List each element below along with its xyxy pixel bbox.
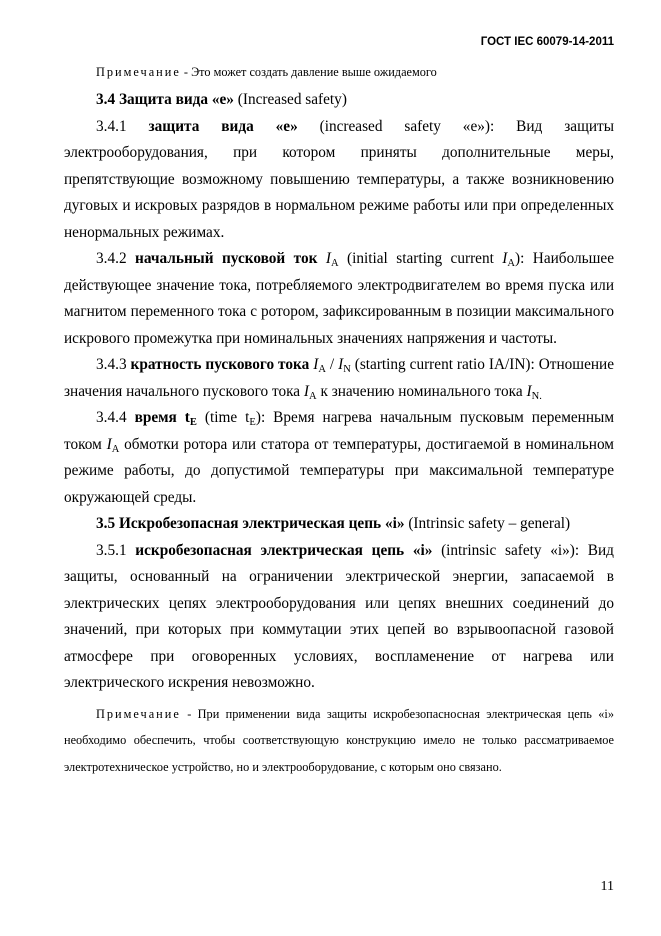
item-3-4-3-symbol-a: I xyxy=(313,356,319,373)
standard-code-header: ГОСТ IEC 60079-14-2011 xyxy=(480,36,614,48)
item-3-4-3-definition-mid: к значению номинального тока xyxy=(316,382,527,400)
note-1-text: Это может создать давление выше ожидаемого xyxy=(191,65,437,79)
section-3-5-title: 3.5 Искробезопасная электрическая цепь «i» xyxy=(96,515,405,532)
item-3-4-1-term-en: (increased safety «е»): xyxy=(297,117,517,135)
note-2 xyxy=(64,701,614,781)
item-3-4-3-definition-pre: Отношение значения начального пускового тока xyxy=(64,356,615,400)
note-2-label: Примечание xyxy=(96,706,181,721)
item-3-4-1-term: защита вида «е» xyxy=(148,117,298,135)
note-2-dash: - xyxy=(180,706,198,721)
item-3-5-1-term-en: (intrinsic safety «i»): xyxy=(432,541,588,559)
note-1-dash: - xyxy=(180,65,192,79)
item-3-5-1 xyxy=(64,538,614,697)
section-3-4-title-en: (Increased safety) xyxy=(233,91,347,108)
item-3-4-3-sub-a: A xyxy=(318,364,326,375)
item-3-4-4-term-sub: E xyxy=(189,417,197,428)
item-3-4-4-term-en-post: ): xyxy=(255,409,274,426)
item-3-4-3 xyxy=(64,352,614,405)
item-3-4-2 xyxy=(64,246,614,352)
item-3-4-3-def-sub-n: N xyxy=(531,390,540,402)
item-3-4-2-symbol: I xyxy=(325,250,331,267)
item-3-5-1-definition: Вид защиты, основанный на ограничении электрической энергии, запасаемой в электрических цепях электрооборудования или цепях внешних соединений до значений, при которых при коммутации этих цепей во взрывоопасной газовой атмосфере при оговоренных условиях, воспламенение от нагрева или электрического искрения невозможно. xyxy=(64,541,614,691)
item-3-4-2-symbol-en: I xyxy=(502,250,508,267)
note-2-text: При применении вида защиты искробезопасносная электрическая цепь «i» необходимо обеспечить, чтобы соответствующую конструкцию имело не только рассматриваемое электротехническое устройство, но и электрооборудование, с которым оно связано. xyxy=(64,706,614,774)
item-3-4-2-term-en-pre: (initial starting current xyxy=(338,250,503,267)
item-3-4-4-definition-pre: Время нагрева начальным пусковым переменным током xyxy=(64,409,614,453)
item-3-5-1-term: искробезопасная электрическая цепь «i» xyxy=(135,541,433,559)
note-1-label: Примечание xyxy=(96,65,181,79)
item-3-4-3-def-symbol-a: I xyxy=(303,382,310,400)
item-3-4-1 xyxy=(64,114,614,247)
section-3-5-heading xyxy=(64,511,614,538)
page-number: 11 xyxy=(600,879,614,894)
document-body xyxy=(64,59,614,780)
item-3-4-4-number: 3.4.4 xyxy=(96,409,135,426)
item-3-4-3-def-sub-a: A xyxy=(309,390,317,402)
item-3-4-2-number: 3.4.2 xyxy=(96,250,136,267)
item-3-4-4 xyxy=(64,405,614,511)
item-3-4-3-term-en: (starting current ratio IA/IN): xyxy=(350,356,539,373)
item-3-4-4-symbol: I xyxy=(106,435,112,453)
item-3-4-3-def-symbol-n: I xyxy=(526,382,532,400)
item-3-4-1-number: 3.4.1 xyxy=(96,117,149,135)
item-3-4-4-term-en-pre: (time t xyxy=(196,409,250,426)
item-3-4-1-definition: Вид защиты электрооборудования, при котором приняты дополнительные меры, препятствующие возможному повышению температуры, а также возникновению дуговых и искровых разрядов в нормальном режиме работы или при определенных ненормальных режимах. xyxy=(64,117,614,241)
item-3-4-3-definition-end: . xyxy=(539,390,542,402)
item-3-4-3-slash: / xyxy=(325,356,339,373)
item-3-4-4-term-en-sub: E xyxy=(249,417,256,428)
item-3-4-3-term: кратность пускового тока xyxy=(130,356,310,373)
item-3-4-2-term-en-post: ): xyxy=(515,250,533,267)
item-3-4-2-symbol-en-sub: A xyxy=(507,258,515,269)
item-3-4-2-symbol-sub: A xyxy=(331,258,339,269)
section-3-4-heading xyxy=(64,87,614,114)
item-3-4-4-definition-post: обмотки ротора или статора от температуры, достигаемой в номинальном режиме работы, до допустимой температуры при максимальной температуре окружающей среды. xyxy=(64,435,614,506)
item-3-5-1-number: 3.5.1 xyxy=(96,541,136,559)
item-3-4-3-number: 3.4.3 xyxy=(96,356,131,373)
section-3-4-title: 3.4 Защита вида «е» xyxy=(96,91,234,108)
note-1 xyxy=(64,59,614,85)
item-3-4-4-symbol-sub: A xyxy=(111,443,120,455)
item-3-4-3-sub-n: N xyxy=(343,364,351,375)
item-3-4-3-symbol-n: I xyxy=(338,356,344,373)
item-3-4-2-definition: Наибольшее действующее значение тока, потребляемого электродвигателем во время пуска или магнитом переменного тока с ротором, зафиксированным в позиции максимального искрового промежутка при номинальных значениях напряжения и частоты. xyxy=(64,250,615,347)
item-3-4-4-term: время t xyxy=(134,409,190,426)
section-3-5-title-en: (Intrinsic safety – general) xyxy=(404,515,571,532)
item-3-4-2-term: начальный пусковой ток xyxy=(135,250,318,267)
